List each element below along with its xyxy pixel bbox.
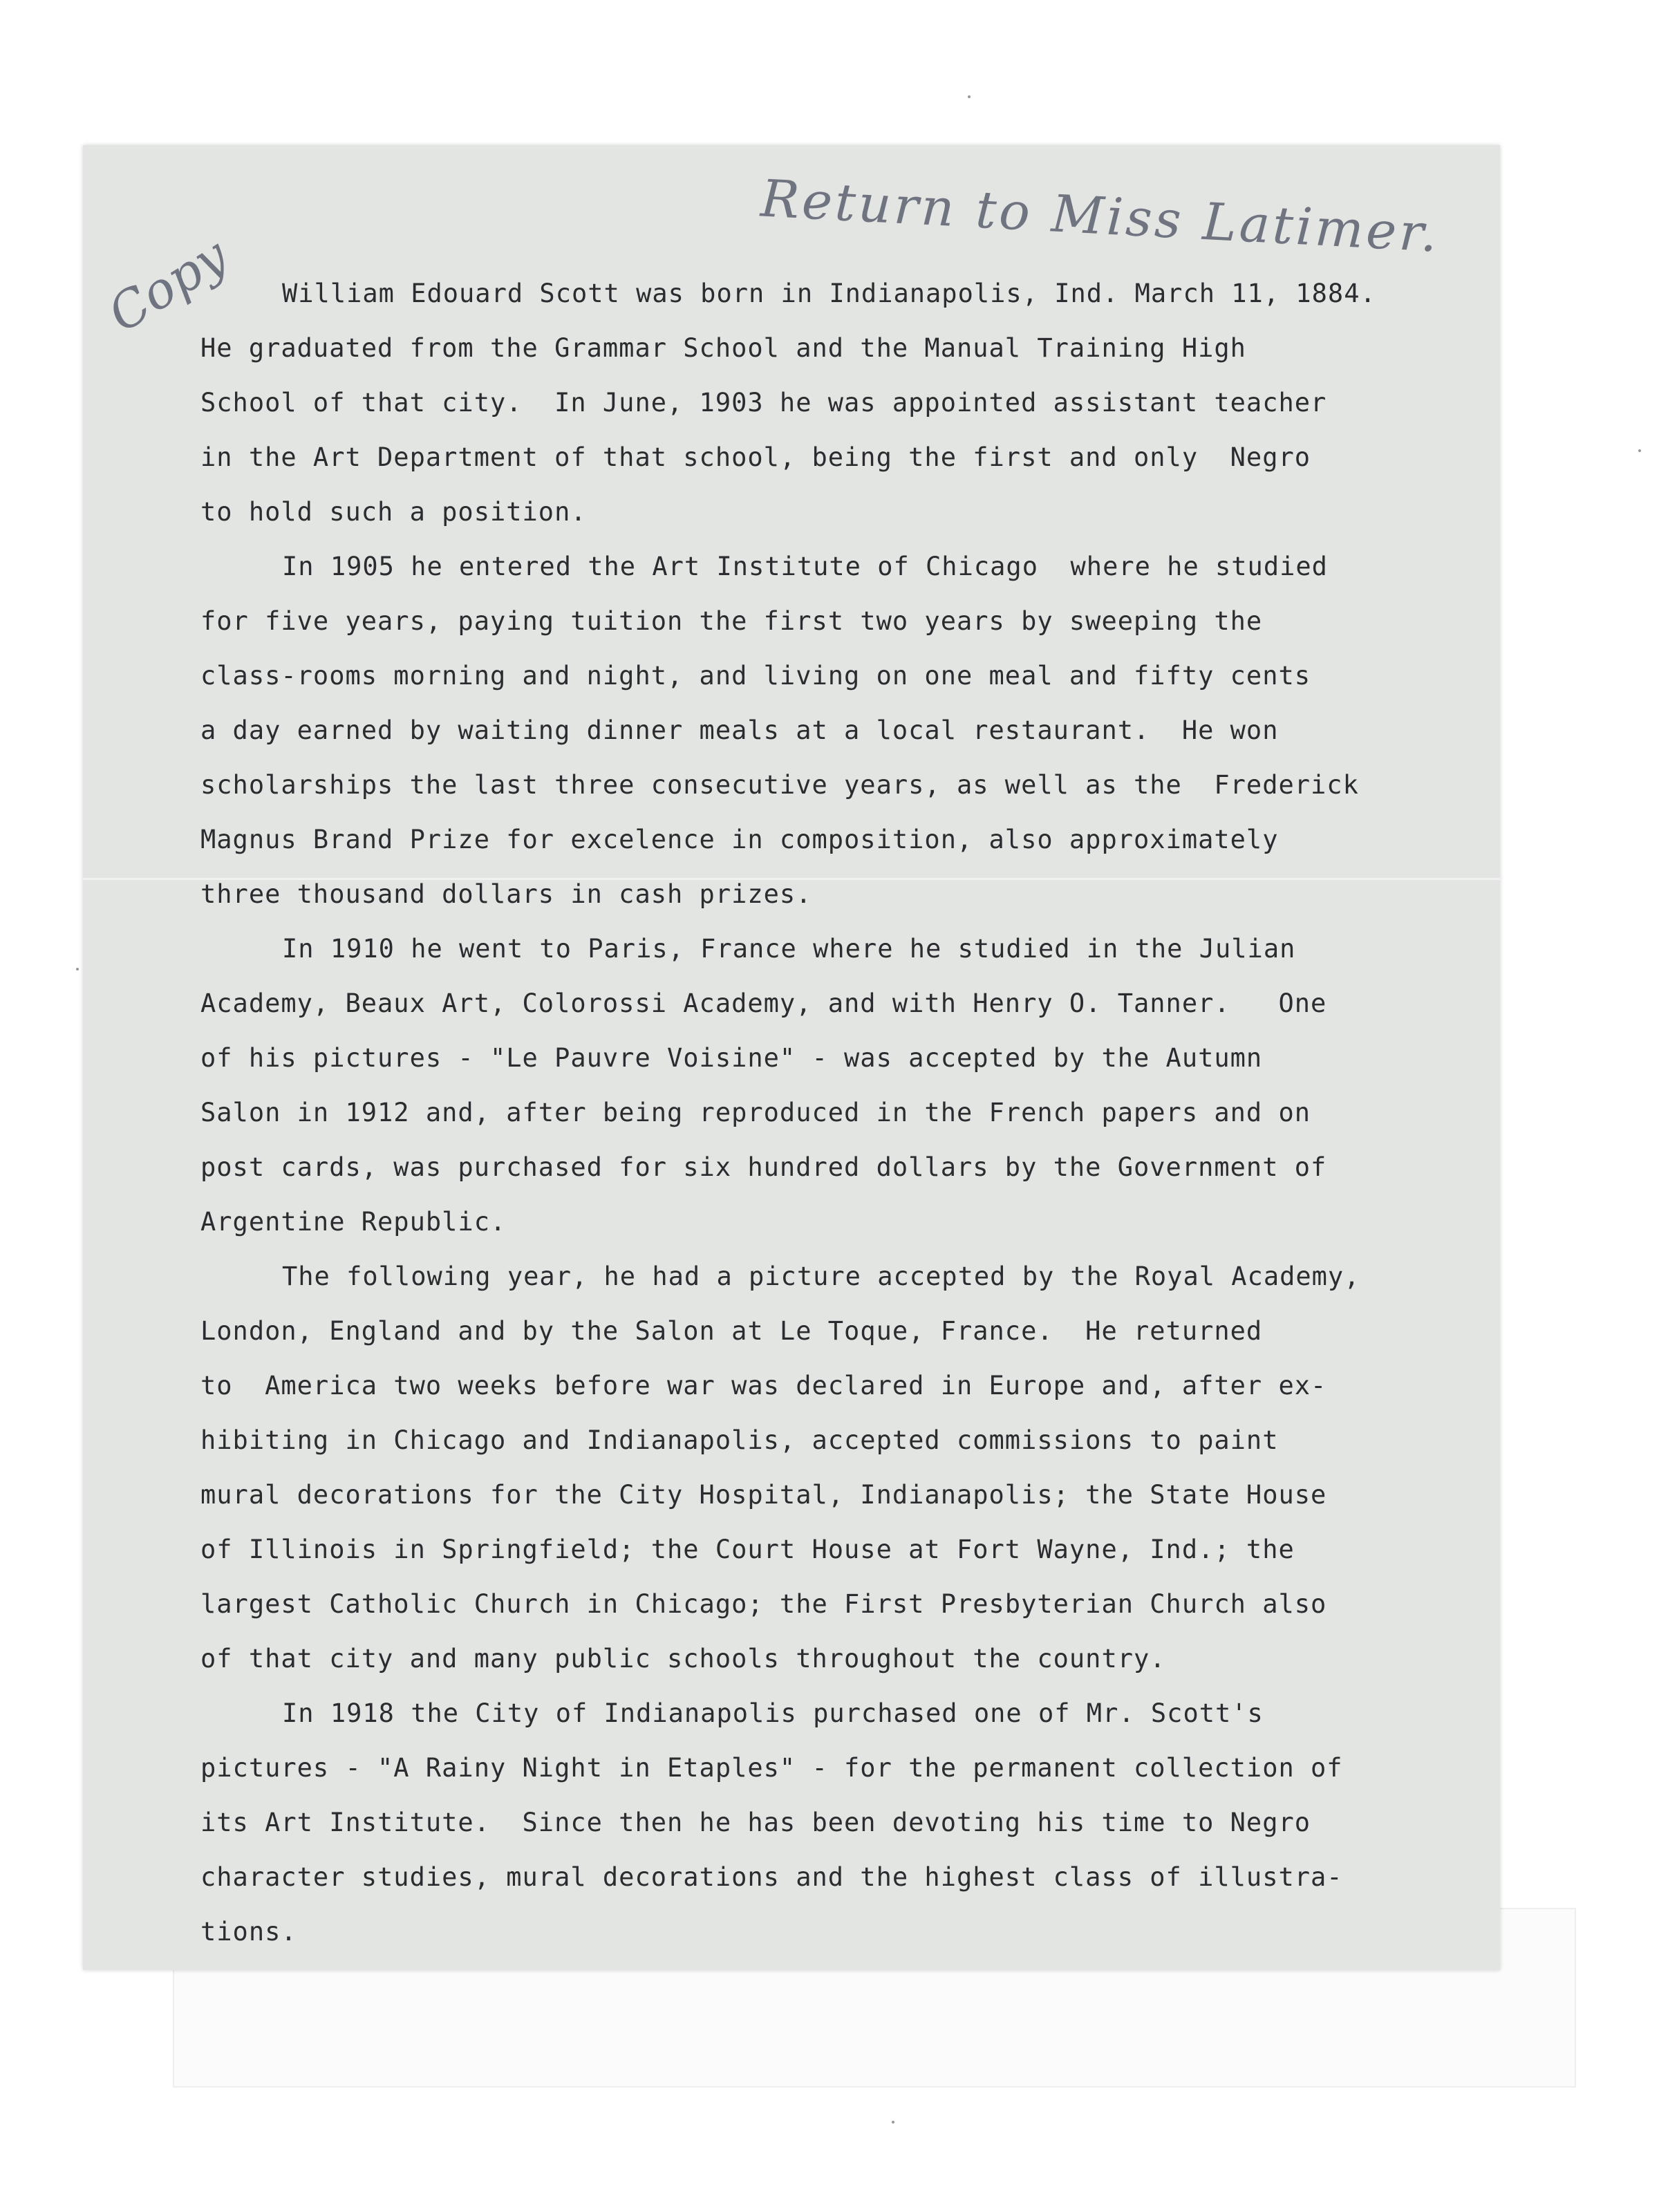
- text-line: post cards, was purchased for six hundred dollars by the Government of: [200, 1152, 1327, 1182]
- text-line: mural decorations for the City Hospital, Indianapolis; the State House: [200, 1480, 1327, 1510]
- text-line: character studies, mural decorations and the highest class of illustra-: [200, 1862, 1343, 1892]
- text-line: Salon in 1912 and, after being reproduced in the French papers and on: [200, 1098, 1311, 1127]
- text-line: its Art Institute. Since then he has been devoting his time to Negro: [200, 1808, 1311, 1837]
- text-line: Academy, Beaux Art, Colorossi Academy, and with Henry O. Tanner. One: [200, 988, 1327, 1018]
- text-line: School of that city. In June, 1903 he was appointed assistant teacher: [200, 388, 1327, 418]
- text-line: of his pictures - "Le Pauvre Voisine" - was accepted by the Autumn: [200, 1043, 1263, 1073]
- text-line: hibiting in Chicago and Indianapolis, accepted commissions to paint: [200, 1425, 1279, 1455]
- text-line: In 1910 he went to Paris, France where he studied in the Julian: [282, 934, 1296, 964]
- text-line: pictures - "A Rainy Night in Etaples" - for the permanent collection of: [200, 1753, 1343, 1783]
- handwritten-note-top: Return to Miss Latimer.: [759, 169, 1442, 264]
- dust-speck: [76, 968, 79, 971]
- text-line: a day earned by waiting dinner meals at a local restaurant. He won: [200, 715, 1279, 745]
- text-line: three thousand dollars in cash prizes.: [200, 879, 812, 909]
- text-line: Argentine Republic.: [200, 1207, 507, 1237]
- dust-speck: [892, 2121, 894, 2124]
- text-line: largest Catholic Church in Chicago; the First Presbyterian Church also: [200, 1589, 1327, 1619]
- dust-speck: [968, 95, 971, 98]
- text-line: In 1905 he entered the Art Institute of Chicago where he studied: [282, 552, 1328, 581]
- handwritten-note-copy: Copy: [97, 226, 238, 344]
- text-line: of Illinois in Springfield; the Court House at Fort Wayne, Ind.; the: [200, 1535, 1295, 1564]
- text-line: scholarships the last three consecutive years, as well as the Frederick: [200, 770, 1359, 800]
- text-line: He graduated from the Grammar School and the Manual Training High: [200, 333, 1246, 363]
- text-line: of that city and many public schools throughout the country.: [200, 1644, 1166, 1674]
- text-line: In 1918 the City of Indianapolis purchased one of Mr. Scott's: [282, 1698, 1264, 1728]
- text-line: The following year, he had a picture accepted by the Royal Academy,: [282, 1262, 1360, 1291]
- text-line: to America two weeks before war was declared in Europe and, after ex-: [200, 1371, 1327, 1400]
- text-line: Magnus Brand Prize for excelence in composition, also approximately: [200, 825, 1279, 854]
- text-line: in the Art Department of that school, being the first and only Negro: [200, 442, 1311, 472]
- document-body: [200, 266, 1486, 1959]
- text-line: class-rooms morning and night, and living on one meal and fifty cents: [200, 661, 1311, 691]
- text-line: tions.: [200, 1917, 297, 1947]
- text-line: for five years, paying tuition the first two years by sweeping the: [200, 606, 1263, 636]
- text-line: William Edouard Scott was born in Indianapolis, Ind. March 11, 1884.: [282, 279, 1376, 308]
- typed-document-page: [83, 145, 1500, 1970]
- text-line: to hold such a position.: [200, 497, 587, 527]
- dust-speck: [1638, 449, 1641, 452]
- text-line: London, England and by the Salon at Le Toque, France. He returned: [200, 1316, 1263, 1346]
